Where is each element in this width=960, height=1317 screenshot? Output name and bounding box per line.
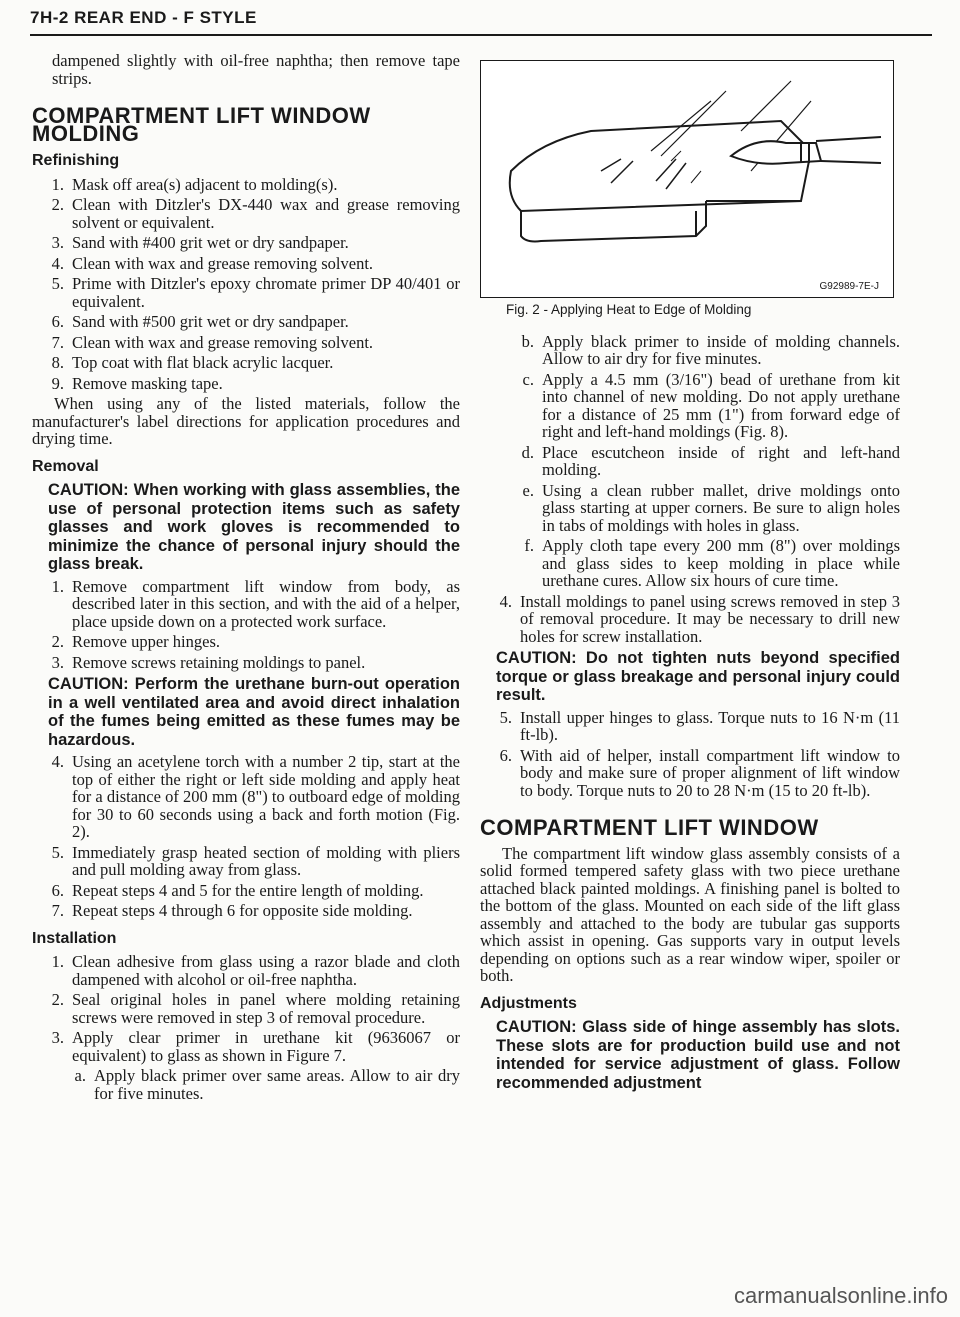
list-item — [32, 578, 460, 631]
list-item — [32, 255, 460, 273]
refinishing-list — [32, 176, 460, 393]
list-item — [32, 844, 460, 879]
list-item — [502, 333, 900, 368]
figure-code: G92989-7E-J — [819, 280, 879, 292]
item-number: 3. — [51, 233, 64, 252]
item-number: 8. — [51, 353, 64, 372]
item-number: 6. — [51, 312, 64, 331]
item-number: c. — [522, 369, 534, 389]
section-title-molding: COMPARTMENT LIFT WINDOW MOLDING — [32, 103, 371, 146]
item-number: 1. — [51, 952, 64, 971]
item-number: 3. — [51, 652, 64, 672]
item-text: Remove upper hinges. — [72, 632, 221, 651]
item-text: Remove screws retaining moldings to panel. — [72, 652, 366, 672]
item-text: Using a clean rubber mallet, drive moldings onto glass starting at upper corners. Be sure to align holes in tabs of moldings with holes in glass. — [542, 480, 900, 535]
caution-urethane: CAUTION: Perform the urethane burn-out operation in a well ventilated area and avoid direct inhalation of the fumes being emitted as these fumes may be hazardous. — [48, 675, 460, 749]
item-text: Clean with wax and grease removing solvent. — [72, 332, 374, 352]
caution-torque: CAUTION: Do not tighten nuts beyond specified torque or glass breakage and personal injury could result. — [496, 649, 900, 704]
lead-paragraph: dampened slightly with oil-free naphtha; then remove tape strips. — [52, 51, 460, 88]
item-text: Repeat steps 4 through 6 for opposite side molding. — [72, 901, 413, 920]
item-text: Mask off area(s) adjacent to molding(s). — [72, 174, 338, 194]
item-number: 2. — [51, 990, 64, 1009]
figure-2 — [480, 60, 894, 298]
list-item — [502, 371, 900, 441]
installation-list-c — [480, 709, 900, 800]
item-text: Install upper hinges to glass. Torque nuts to 16 N·m (11 ft-lb). — [520, 707, 900, 744]
item-text: Using an acetylene torch with a number 2 tip, start at the top of either the right or left side molding and apply heat for a distance of 200 mm (8") to outboard edge of molding for 30 to 60 seconds using a back and forth motion (Fig. 2). — [72, 752, 460, 841]
item-number: 5. — [499, 707, 512, 727]
list-item — [480, 593, 900, 646]
item-text: Immediately grasp heated section of molding with pliers and pull molding away from glass. — [72, 842, 460, 879]
item-text: Clean with wax and grease removing solvent. — [72, 253, 374, 273]
list-item — [32, 1029, 460, 1064]
list-item — [32, 654, 460, 672]
item-text: Apply black primer over same areas. Allow to air dry for five minutes. — [94, 1066, 460, 1103]
item-number: 1. — [51, 576, 64, 596]
item-text: Clean adhesive from glass using a razor blade and cloth dampened with alcohol or oil-free naphtha. — [72, 952, 460, 989]
list-item — [480, 747, 900, 800]
item-number: 1. — [51, 174, 64, 194]
item-text: Apply black primer to inside of molding channels. Allow to air dry for five minutes. — [542, 331, 900, 368]
list-item — [32, 633, 460, 651]
installation-list — [32, 953, 460, 1064]
section-title-lift-window: COMPARTMENT LIFT WINDOW — [480, 815, 819, 840]
list-item — [32, 902, 460, 920]
item-number: a. — [74, 1066, 86, 1085]
list-item — [32, 953, 460, 988]
item-number: 7. — [51, 901, 64, 920]
item-text: With aid of helper, install compartment lift window to body and make sure of proper alignment of lift window to body. Torque nuts to 20 to 28 N·m (15 to 20 ft-lb). — [520, 745, 900, 800]
list-item — [54, 1067, 460, 1102]
list-item — [502, 482, 900, 535]
caution-glass: CAUTION: When working with glass assemblies, the use of personal protection items such as safety glasses and work gloves is recommended to minimize the chance of personal injury should the glass break. — [48, 481, 460, 573]
list-item — [32, 275, 460, 310]
subsection-title-adjustments: Adjustments — [480, 994, 577, 1012]
item-text: Apply cloth tape every 200 mm (8") over moldings and glass sides to keep molding in place while urethane cures. Allow six hours of cure time. — [542, 536, 900, 590]
item-number: 4. — [51, 253, 64, 273]
item-text: Prime with Ditzler's epoxy chromate primer DP 40/401 or equivalent. — [72, 274, 460, 311]
page-header — [30, 8, 932, 28]
item-text: Install moldings to panel using screws removed in step 3 of removal procedure. It may be necessary to drill new holes for screw installation. — [520, 591, 900, 646]
item-text: Clean with Ditzler's DX-440 wax and grease removing solvent or equivalent. — [72, 195, 460, 232]
item-text: Sand with #400 grit wet or dry sandpaper. — [72, 233, 349, 252]
list-item — [32, 375, 460, 393]
item-number: e. — [522, 480, 534, 500]
removal-list-a — [32, 578, 460, 672]
molding-illustration — [481, 61, 893, 297]
list-item — [32, 991, 460, 1026]
item-text: Top coat with flat black acrylic lacquer. — [72, 353, 334, 372]
lift-window-description: The compartment lift window glass assembly consists of a solid formed tempered safety glass with two piece urethane attached black painted moldings. A finishing panel is bolted to the bottom of the glass. Mounted on each side of the lift glass assembly and attached to the body are tubular gas supports which assist in opening. Gas supports vary in output levels depending on options such as a rear window wiper, spoiler or both. — [480, 843, 900, 985]
page-header-title: 7H-2 REAR END - F STYLE — [30, 8, 257, 27]
right-column — [480, 60, 900, 1096]
item-text: Sand with #500 grit wet or dry sandpaper. — [72, 312, 349, 331]
item-number: 9. — [51, 373, 64, 393]
item-number: 5. — [51, 842, 64, 862]
list-item — [32, 753, 460, 841]
subsection-title-refinishing: Refinishing — [32, 152, 120, 169]
item-number: 5. — [51, 274, 64, 293]
site-watermark: carmanualsonline.info — [733, 1283, 948, 1308]
subsection-title-removal: Removal — [32, 457, 99, 475]
installation-sub-list — [480, 333, 900, 590]
item-number: 2. — [51, 632, 64, 651]
item-number: b. — [521, 331, 534, 351]
item-text: Remove compartment lift window from body, as described later in this section, and with the aid of a helper, place upside down on a protected work surface. — [72, 576, 460, 631]
item-number: 6. — [499, 745, 512, 765]
list-item — [32, 176, 460, 194]
item-text: Apply clear primer in urethane kit (9636067 or equivalent) to glass as shown in Figure 7. — [72, 1028, 460, 1065]
item-number: 7. — [51, 332, 64, 352]
item-text: Remove masking tape. — [72, 373, 223, 393]
item-text: Apply a 4.5 mm (3/16") bead of urethane from kit into channel of new molding. Do not apply urethane for a distance of 25 mm (1") from forward edge of right and left-hand moldings (Fig. 8). — [542, 369, 900, 441]
removal-list-b — [32, 753, 460, 920]
list-item — [32, 334, 460, 352]
list-item — [32, 882, 460, 900]
item-number: 4. — [51, 752, 64, 771]
item-text: Place escutcheon inside of right and left-hand molding. — [542, 442, 900, 479]
item-number: 2. — [51, 195, 64, 214]
figure-caption: Fig. 2 - Applying Heat to Edge of Molding — [506, 302, 752, 317]
header-rule — [30, 34, 932, 36]
item-number: d. — [521, 442, 534, 462]
item-number: f. — [524, 536, 534, 555]
item-number: 4. — [499, 591, 512, 611]
item-number: 6. — [51, 880, 64, 900]
list-item — [32, 313, 460, 331]
item-text: Repeat steps 4 and 5 for the entire length of molding. — [72, 880, 424, 900]
item-text: Seal original holes in panel where molding retaining screws were removed in step 3 of removal procedure. — [72, 990, 460, 1027]
item-number: 3. — [51, 1028, 64, 1047]
list-item — [502, 444, 900, 479]
list-item — [32, 196, 460, 231]
list-item — [32, 354, 460, 372]
list-item — [480, 709, 900, 744]
left-column — [32, 52, 460, 1105]
list-item — [32, 234, 460, 252]
list-item — [502, 537, 900, 590]
subsection-title-installation: Installation — [32, 929, 117, 947]
refinishing-note: When using any of the listed materials, follow the manufacturer's label directions for application procedures and drying time. — [32, 394, 460, 448]
caution-hinge: CAUTION: Glass side of hinge assembly has slots. These slots are for production build use and not intended for service adjustment of glass. Follow recommended adjustment — [496, 1018, 900, 1092]
